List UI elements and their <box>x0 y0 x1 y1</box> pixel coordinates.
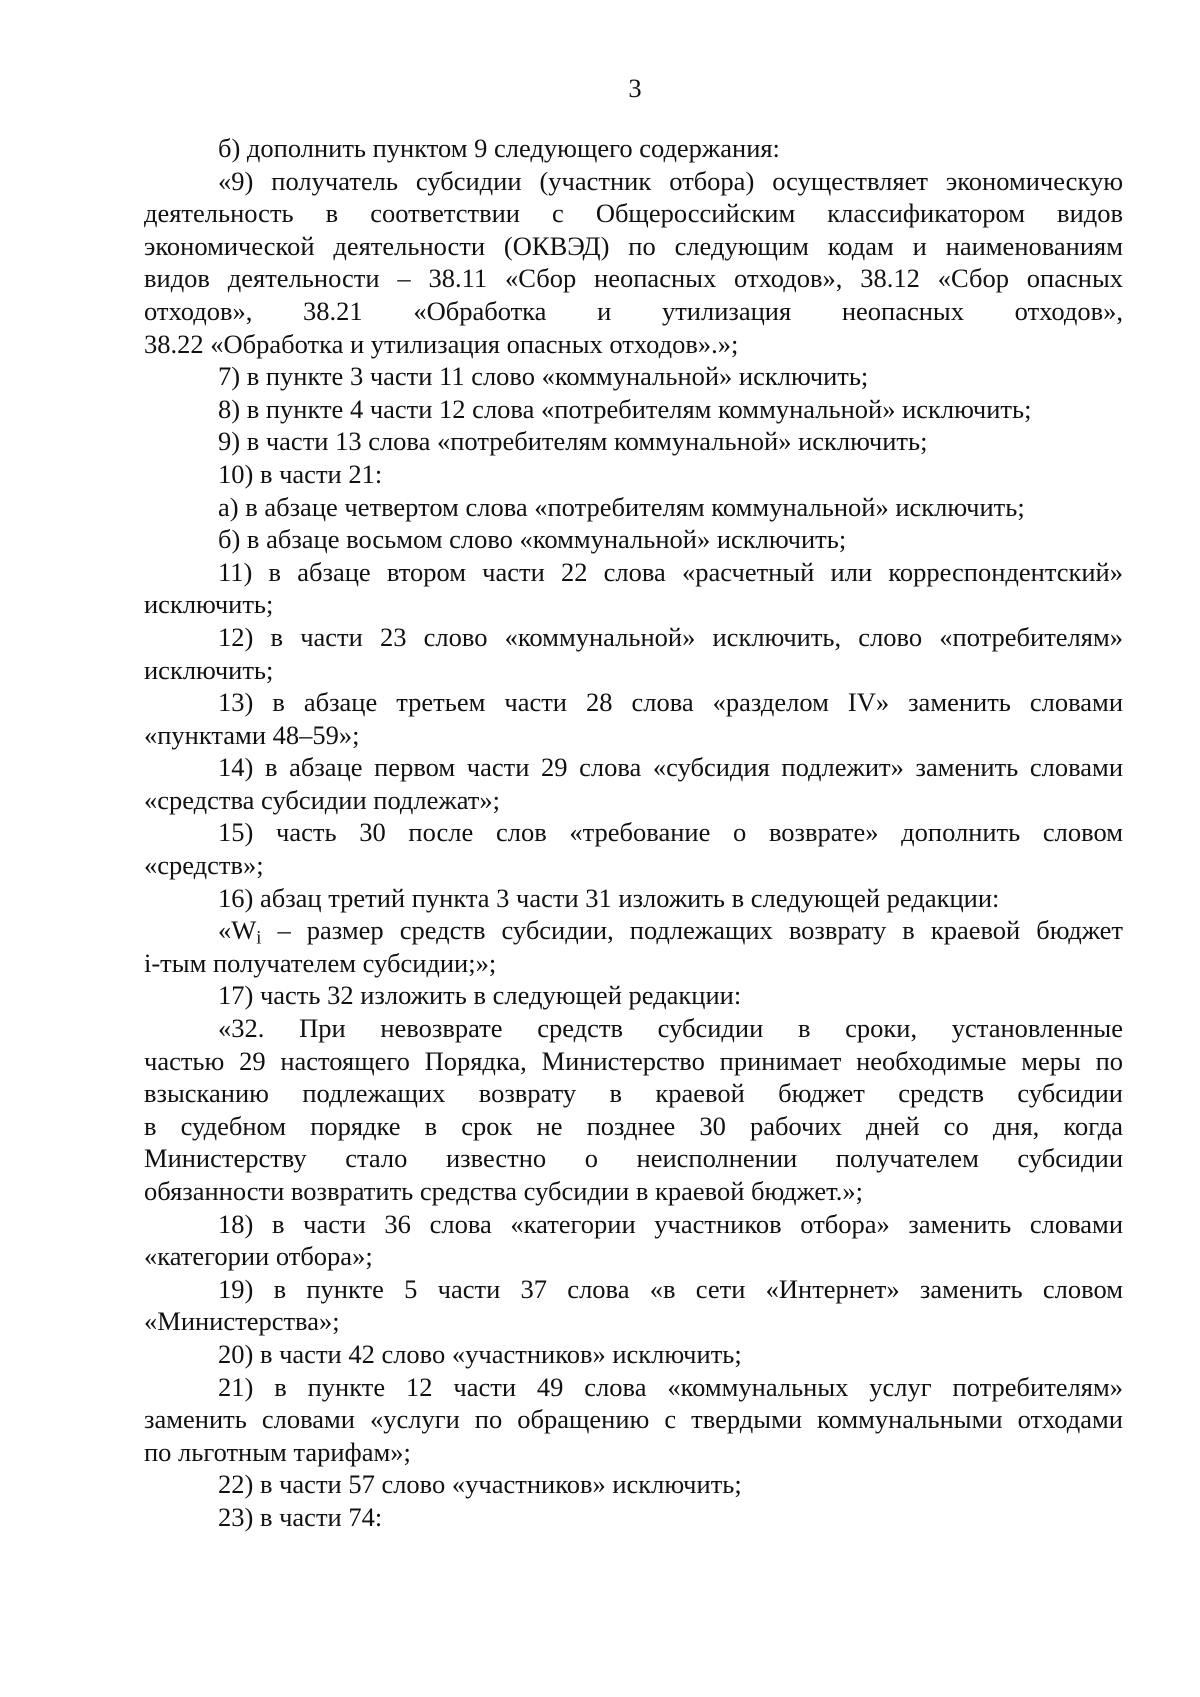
paragraph <box>144 1371 1123 1469</box>
text-line: 8) в пункте 4 части 12 слова «потребителям коммунальной» исключить; <box>218 393 1032 424</box>
paragraph <box>144 979 1123 1012</box>
text-line: заменить словами «услуги по обращению с твердыми коммунальными отходами <box>144 1404 1123 1435</box>
text-line: б) в абзаце восьмом слово «коммунальной» исключить; <box>218 524 847 555</box>
text-line: «32. При невозврате средств субсидии в сроки, установленные <box>218 1013 1123 1044</box>
text-line: 38.22 «Обработка и утилизация опасных отходов».»; <box>144 328 739 359</box>
paragraph <box>144 556 1123 621</box>
page-number: 3 <box>628 73 642 103</box>
paragraph <box>144 1338 1123 1371</box>
paragraph <box>144 914 1123 979</box>
text-line: взысканию подлежащих возврату в краевой бюджет средств субсидии <box>144 1078 1123 1109</box>
paragraph <box>144 425 1123 458</box>
text-line: б) дополнить пунктом 9 следующего содержания: <box>218 133 780 163</box>
text-line: в судебном порядке в срок не позднее 30 рабочих дней со дня, когда <box>144 1110 1123 1141</box>
text-line: отходов», 38.21 «Обработка и утилизация неопасных отходов», <box>144 295 1123 326</box>
paragraph <box>144 751 1123 816</box>
text-line: исключить; <box>144 589 274 620</box>
paragraph <box>144 393 1123 426</box>
text-line: i-тым получателем субсидии;»; <box>144 947 497 978</box>
formula-symbol: «$W_i$ <box>218 915 262 949</box>
paragraph <box>144 491 1123 524</box>
text-line: 22) в части 57 слово «участников» исключить; <box>218 1469 742 1500</box>
text-line: 15) часть 30 после слов «требование о возврате» дополнить словом <box>218 817 1123 848</box>
paragraph <box>144 686 1123 751</box>
text-line: «$W_i$ – размер средств субсидии, подлежащих возврату в краевой бюджет <box>218 915 1123 949</box>
text-line: 7) в пункте 3 части 11 слово «коммунальной» исключить; <box>218 361 869 392</box>
paragraph <box>144 1208 1123 1273</box>
paragraph <box>144 621 1123 686</box>
text-line: «средства субсидии подлежат»; <box>144 784 500 815</box>
text-line: «9) получатель субсидии (участник отбора) осуществляет экономическую <box>218 165 1123 196</box>
text-line: 17) часть 32 изложить в следующей редакции: <box>218 980 742 1011</box>
text-line: Министерству стало известно о неисполнении получателем субсидии <box>144 1143 1123 1174</box>
text-line: обязанности возвратить средства субсидии в краевой бюджет.»; <box>144 1176 864 1206</box>
text-line: 9) в части 13 слова «потребителям коммунальной» исключить; <box>218 426 928 457</box>
paragraph <box>144 458 1123 491</box>
text-line: частью 29 настоящего Порядка, Министерство принимает необходимые меры по <box>144 1045 1123 1076</box>
document-body <box>144 132 1123 1534</box>
text-line: а) в абзаце четвертом слова «потребителям коммунальной» исключить; <box>218 491 1025 522</box>
paragraph <box>144 360 1123 393</box>
text-line: «категории отбора»; <box>144 1241 373 1272</box>
text-line: 21) в пункте 12 части 49 слова «коммунальных услуг потребителям» <box>218 1371 1123 1402</box>
paragraph <box>144 132 1123 165</box>
text-line: 20) в части 42 слово «участников» исключить; <box>218 1338 742 1369</box>
text-line: 23) в части 74: <box>218 1501 383 1532</box>
text-line: 12) в части 23 слово «коммунальной» исключить, слово «потребителям» <box>218 621 1123 652</box>
text-line: 13) в абзаце третьем части 28 слова «разделом IV» заменить словами <box>218 687 1123 718</box>
text-line: 19) в пункте 5 части 37 слова «в сети «Интернет» заменить словом <box>218 1273 1123 1304</box>
paragraph <box>144 816 1123 881</box>
paragraph <box>144 1501 1123 1534</box>
paragraph <box>144 1012 1123 1208</box>
text-line: «Министерства»; <box>144 1306 340 1337</box>
text-line: видов деятельности – 38.11 «Сбор неопасных отходов», 38.12 «Сбор опасных <box>144 263 1123 294</box>
text-line: 14) в абзаце первом части 29 слова «субсидия подлежит» заменить словами <box>218 752 1123 783</box>
text-line: по льготным тарифам»; <box>144 1436 411 1467</box>
text-line: исключить; <box>144 654 274 685</box>
paragraph <box>144 882 1123 915</box>
text-line: деятельность в соответствии с Общероссийским классификатором видов <box>144 198 1123 229</box>
text-line: «средств»; <box>144 850 264 881</box>
paragraph <box>144 523 1123 556</box>
text-line: экономической деятельности (ОКВЭД) по следующим кодам и наименованиям <box>144 230 1123 261</box>
paragraph <box>144 1468 1123 1501</box>
text-line: 16) абзац третий пункта 3 части 31 изложить в следующей редакции: <box>218 882 1000 913</box>
paragraph <box>144 165 1123 361</box>
text-line: «пунктами 48–59»; <box>144 719 360 750</box>
paragraph <box>144 1273 1123 1338</box>
text-line: 10) в части 21: <box>218 458 383 489</box>
text-line: 11) в абзаце втором части 22 слова «расчетный или корреспондентский» <box>218 556 1123 587</box>
text-line: 18) в части 36 слова «категории участников отбора» заменить словами <box>218 1208 1123 1239</box>
